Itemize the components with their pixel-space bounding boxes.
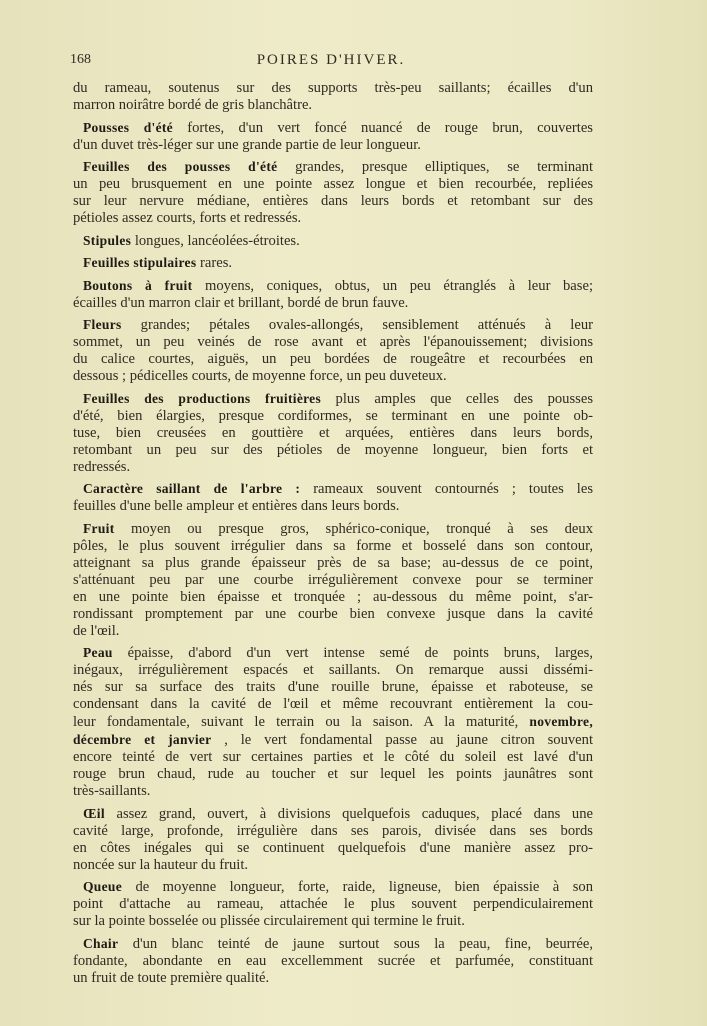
text-segment: encore teinté de vert sur certaines parties et le côté du soleil est lavé d'un	[73, 749, 593, 765]
bold-term: novembre,	[529, 714, 593, 729]
text-segment: pôles, le plus souvent irrégulier dans sa forme et bosselé dans son contour,	[73, 537, 593, 554]
text-line	[73, 480, 593, 498]
bold-term: Boutons à fruit	[83, 277, 193, 293]
text-line	[73, 459, 593, 476]
text-line	[73, 935, 593, 953]
text-line	[73, 158, 593, 176]
text-line	[73, 295, 593, 312]
text-line	[73, 749, 593, 766]
text-line	[73, 232, 593, 250]
text-line	[73, 254, 593, 272]
text-line	[73, 896, 593, 913]
text-line	[73, 390, 593, 408]
text-segment: épaisse, d'abord d'un vert intense semé de points bruns, larges,	[112, 645, 593, 661]
text-line	[73, 316, 593, 334]
text-line	[73, 970, 593, 987]
page-body	[73, 80, 593, 987]
text-line	[73, 80, 593, 97]
text-line	[73, 425, 593, 442]
text-segment: pétioles assez courts, forts et redressés.	[73, 210, 302, 226]
text-line	[73, 538, 593, 555]
bold-term: Chair	[83, 935, 119, 951]
text-segment: noncée sur la hauteur du fruit.	[73, 856, 249, 873]
text-line	[73, 368, 593, 385]
text-segment: sommet, un peu veinés de rose avant et après l'épanouissement; divisions	[73, 334, 593, 350]
text-line	[73, 589, 593, 606]
text-line	[73, 766, 593, 783]
bold-term: Stipules	[83, 232, 132, 248]
text-line	[73, 277, 593, 295]
bold-term: Feuilles des pousses d'été	[83, 159, 278, 174]
paragraph	[73, 520, 593, 640]
text-line	[73, 498, 593, 515]
text-segment: nés sur sa surface des traits d'une rouille brune, épaisse et raboteuse, se	[73, 679, 593, 695]
text-segment: longues, lancéolées-étroites.	[131, 232, 300, 249]
text-line	[73, 623, 593, 640]
text-line	[73, 408, 593, 425]
text-line	[73, 520, 593, 538]
text-segment: du calice courtes, aiguës, un peu bordées de rougeâtre et recourbées en	[73, 351, 593, 367]
text-segment: retombant un peu sur des pétioles de moyenne longueur, bien forts et	[73, 441, 593, 458]
text-segment: marron noirâtre bordé de gris blanchâtre.	[73, 97, 313, 113]
text-segment: fondante, abondante en eau excellemment sucrée et parfumée, constituant	[73, 952, 593, 969]
text-segment: s'atténuant peu par une courbe irrégulièrement convexe pour se terminer	[73, 571, 593, 588]
text-segment: feuilles d'une belle ampleur et entières dans leurs bords.	[73, 498, 400, 514]
text-segment: moyen ou presque gros, sphérico-conique, tronqué à ses deux	[114, 520, 593, 537]
bold-term: Feuilles des productions fruitières	[83, 390, 322, 406]
text-segment: rouge brun chaud, rude au toucher et sur lequel les points jaunâtres sont	[73, 766, 593, 782]
text-segment: rares.	[196, 255, 233, 271]
text-line	[73, 878, 593, 896]
text-line	[73, 840, 593, 857]
text-segment: très-saillants.	[73, 783, 151, 799]
text-line	[73, 644, 593, 662]
text-segment: point d'attache au rameau, attachée le plus souvent perpendiculairement	[73, 896, 593, 912]
paragraph	[73, 232, 593, 250]
paragraph	[73, 158, 593, 227]
bold-term: Queue	[83, 879, 123, 894]
text-line	[73, 334, 593, 351]
paragraph	[73, 644, 593, 800]
text-segment: sur leur nervure médiane, entières dans leurs bords et retombant sur des	[73, 193, 593, 209]
text-line	[73, 913, 593, 930]
text-segment: un peu brusquement en une pointe assez longue et bien recourbée, repliées	[73, 176, 593, 192]
text-line	[73, 119, 593, 137]
text-segment: de l'œil.	[73, 622, 120, 639]
text-segment: inégaux, irrégulièrement espacés et saillants. On remarque aussi dissémi-	[73, 662, 593, 678]
page-number: 168	[70, 52, 91, 67]
bold-term: Œil	[83, 805, 105, 821]
text-segment: en une pointe bien épaisse et tronquée ; au-dessous du même point, s'ar-	[73, 588, 593, 605]
bold-term: Caractère saillant de l'arbre :	[83, 481, 301, 496]
text-line	[73, 783, 593, 800]
text-segment: redressés.	[73, 458, 131, 475]
text-line	[73, 137, 593, 154]
text-segment: d'été, bien élargies, presque cordiformes, se terminant en une pointe ob-	[73, 407, 593, 424]
paragraph	[73, 805, 593, 874]
text-segment: grandes; pétales ovales-allongés, sensiblement atténués à leur	[121, 317, 593, 333]
text-segment: moyens, coniques, obtus, un peu étranglés à leur base;	[192, 277, 593, 294]
text-segment: rameaux souvent contournés ; toutes les	[300, 481, 594, 497]
text-segment: dessous ; pédicelles courts, de moyenne force, un peu duveteux.	[73, 368, 447, 384]
bold-term: décembre et janvier	[73, 732, 212, 747]
text-line	[73, 351, 593, 368]
paragraph	[73, 80, 593, 114]
text-segment: cavité large, profonde, irrégulière dans ses parois, divisée dans ses bords	[73, 822, 593, 839]
bold-term: Pousses d'été	[83, 119, 173, 135]
text-segment: d'un duvet très-léger sur une grande partie de leur longueur.	[73, 136, 421, 153]
bold-term: Feuilles stipulaires	[83, 255, 197, 270]
paragraph	[73, 119, 593, 154]
text-line	[73, 662, 593, 679]
text-line	[73, 805, 593, 823]
text-segment: de moyenne longueur, forte, raide, ligneuse, bien épaissie à son	[122, 879, 593, 895]
text-segment: leur fondamentale, suivant le terrain ou la saison. A la maturité,	[73, 714, 530, 730]
text-segment: fortes, d'un vert foncé nuancé de rouge brun, couvertes	[172, 119, 593, 136]
text-line	[73, 97, 593, 114]
text-line	[73, 572, 593, 589]
bold-term: Fruit	[83, 520, 115, 536]
text-segment: condensant dans la cavité de l'œil et même recouvrant entièrement la cou-	[73, 696, 593, 712]
paragraph	[73, 878, 593, 930]
text-segment: , le vert fondamental passe au jaune citron souvent	[211, 732, 594, 748]
paragraph	[73, 254, 593, 272]
paragraph	[73, 390, 593, 476]
text-segment: un fruit de toute première qualité.	[73, 969, 270, 986]
text-segment: assez grand, ouvert, à divisions quelquefois caduques, placé dans une	[104, 805, 593, 822]
paragraph	[73, 935, 593, 987]
page-header	[70, 52, 592, 74]
paragraph	[73, 316, 593, 385]
text-line	[73, 823, 593, 840]
text-line	[73, 953, 593, 970]
text-line	[73, 555, 593, 572]
text-line	[73, 606, 593, 623]
text-segment: atteignant sa plus grande épaisseur près de sa base; au-dessus de ce point,	[73, 554, 593, 571]
paragraph	[73, 277, 593, 312]
text-line	[73, 210, 593, 227]
text-segment: tuse, bien creusées en gouttière et arquées, entières dans leurs bords,	[73, 424, 593, 441]
text-line	[73, 857, 593, 874]
text-line	[73, 713, 593, 731]
text-segment: du rameau, soutenus sur des supports très-peu saillants; écailles d'un	[73, 80, 593, 96]
text-segment: grandes, presque elliptiques, se terminant	[277, 159, 593, 175]
running-title: POIRES D'HIVER.	[256, 52, 406, 68]
text-segment: d'un blanc teinté de jaune surtout sous la peau, fine, beurrée,	[118, 935, 593, 952]
text-segment: écailles d'un marron clair et brillant, bordé de brun fauve.	[73, 294, 409, 311]
text-line	[73, 176, 593, 193]
bold-term: Fleurs	[83, 317, 122, 332]
text-segment: sur la pointe bosselée ou plissée circulairement qui termine le fruit.	[73, 913, 465, 929]
text-line	[73, 696, 593, 713]
paragraph	[73, 480, 593, 515]
text-line	[73, 731, 593, 749]
text-segment: rondissant promptement par une courbe bien convexe jusque dans la cavité	[73, 605, 593, 622]
text-line	[73, 193, 593, 210]
text-line	[73, 442, 593, 459]
text-segment: plus amples que celles des pousses	[321, 390, 593, 407]
text-segment: en côtes inégales qui se continuent quelquefois d'une manière assez pro-	[73, 839, 593, 856]
bold-term: Peau	[83, 645, 113, 660]
text-line	[73, 679, 593, 696]
